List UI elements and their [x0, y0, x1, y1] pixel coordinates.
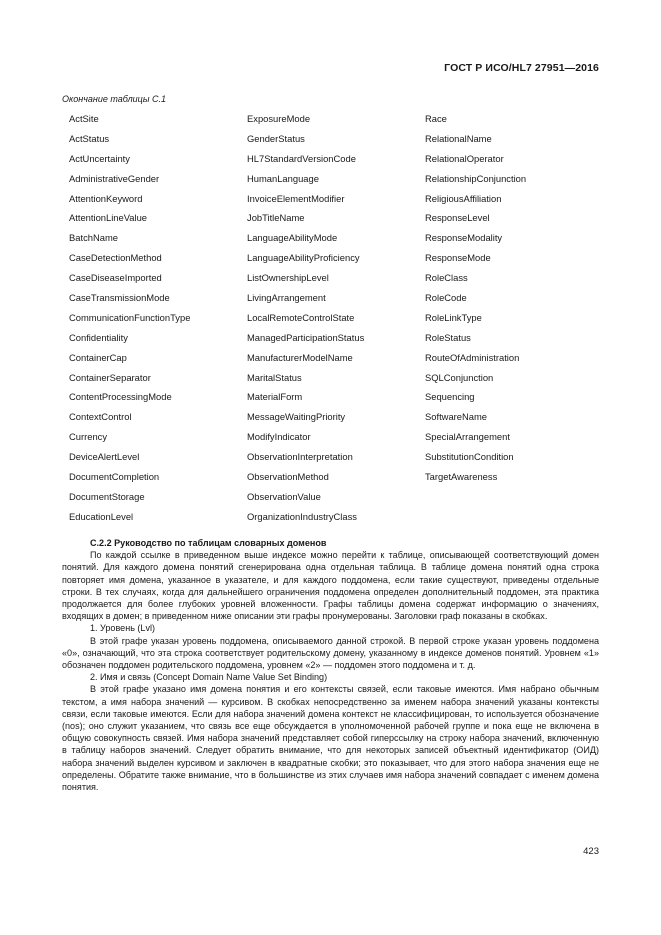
domain-name: RoleCode: [425, 292, 467, 304]
section-heading: С.2.2 Руководство по таблицам словарных доменов: [90, 538, 327, 548]
domain-name: HL7StandardVersionCode: [247, 152, 356, 164]
domain-name: AttentionKeyword: [69, 192, 143, 204]
domain-name: EducationLevel: [69, 510, 134, 522]
domain-name: ExposureMode: [247, 113, 311, 124]
domain-name: ContainerSeparator: [69, 371, 151, 383]
domain-name: ActSite: [69, 113, 99, 124]
list-item-level: 1. Уровень (Lvl): [90, 623, 156, 634]
domain-name: CaseTransmissionMode: [69, 292, 170, 304]
domain-column-1: [69, 113, 190, 531]
document-header: ГОСТ Р ИСО/HL7 27951—2016: [444, 62, 599, 74]
paragraph: В этой графе указан уровень поддомена, описываемого данной строкой. В первой строке указан уровень поддомена «0», означающий, что эта строка соответствует родительскому домену, указанному в индексе доменов понятий. Уровнем «1» обозначен поддомен родительского поддомена, уровнем «2» — поддомен этого поддомена и т. д.: [62, 635, 599, 671]
domain-name: OrganizationIndustryClass: [247, 510, 357, 522]
domain-name: Race: [425, 113, 447, 124]
domain-name: AttentionLineValue: [69, 212, 148, 224]
domain-name: LocalRemoteControlState: [247, 311, 355, 323]
domain-name: RoleStatus: [425, 331, 471, 343]
domain-name: ReligiousAffiliation: [425, 192, 502, 204]
domain-name: GenderStatus: [247, 132, 305, 144]
domain-name: RelationshipConjunction: [425, 172, 527, 184]
page-number: 423: [583, 846, 599, 857]
domain-name: LanguageAbilityProficiency: [247, 252, 360, 264]
domain-name: SubstitutionCondition: [425, 451, 514, 463]
domain-name: ContainerCap: [69, 351, 127, 363]
domain-column-2: [247, 113, 364, 531]
domain-name: AdministrativeGender: [69, 172, 160, 184]
domain-name: LanguageAbilityMode: [247, 232, 338, 244]
domain-name: ContentProcessingMode: [69, 391, 172, 403]
domain-name: SQLConjunction: [425, 371, 494, 383]
domain-name: RelationalName: [425, 132, 492, 144]
table-caption: Окончание таблицы С.1: [62, 94, 166, 104]
domain-name: CaseDiseaseImported: [69, 272, 162, 284]
domain-name: MaritalStatus: [247, 371, 302, 383]
domain-name: JobTitleName: [247, 212, 305, 224]
paragraph: По каждой ссылке в приведенном выше индексе можно перейти к таблице, описывающей соответствующий домен понятий. Для каждого домена понятий сгенерирована одна отдельная таблица. В таблице домена понятий одна строка повторяет имя домена, указанное в указателе, и для каждого поддомена, если такие существуют, приведены отдельные строки. В тех случаях, когда для дальнейшего ограничения поддомена определен дополнительный поддомен, эта практика продолжается для более глубоких уровней вложенности. Графы таблицы домена содержат информацию о значениях, входящих в домен; в приведенном ниже описании эти графы пронумерованы. Заголовки граф показаны в скобках.: [62, 550, 599, 622]
domain-name: LivingArrangement: [247, 292, 326, 304]
domain-name: RoleLinkType: [425, 311, 482, 323]
domain-name: ActUncertainty: [69, 152, 130, 164]
domain-name: DeviceAlertLevel: [69, 451, 140, 463]
domain-name: ListOwnershipLevel: [247, 272, 329, 284]
domain-name: TargetAwareness: [425, 471, 498, 483]
domain-name: DocumentStorage: [69, 490, 145, 502]
domain-name: ResponseModality: [425, 232, 503, 244]
domain-name: ObservationInterpretation: [247, 451, 353, 463]
list-item-name-binding: 2. Имя и связь (Concept Domain Name Value Set Binding): [90, 672, 328, 683]
domain-name: ModifyIndicator: [247, 431, 311, 443]
domain-name: Confidentiality: [69, 331, 128, 343]
section-body: [62, 537, 599, 793]
domain-name: Sequencing: [425, 391, 475, 403]
domain-name: InvoiceElementModifier: [247, 192, 345, 204]
domain-name: ResponseMode: [425, 252, 491, 264]
domain-name: RouteOfAdministration: [425, 351, 520, 363]
domain-name: RoleClass: [425, 272, 468, 284]
domain-name: Currency: [69, 431, 108, 443]
domain-name: ResponseLevel: [425, 212, 490, 224]
paragraph: В этой графе указано имя домена понятия и его контексты связей, если таковые имеются. Имя набрано обычным текстом, а имя набора значений — курсивом. В скобках непосредственно за именем набора значений указаны контексты связи, если таковые имеются. Если для набора значений домена контекст не классифицирован, то используется обозначение (nos); оно служит указанием, что связь все еще обсуждается в уполномоченной рабочей группе и пока еще не включена в общую совокупность связей. Имя набора значений представляет собой гиперссылку на строку набора значений, включенную в таблицу наборов значений. Следует обратить внимание, что для некоторых записей объектный идентификатор (ОИД) набора значений выделен курсивом и заключен в квадратные скобки; это показывает, что для этого набора значения еще не определены. Обратите также внимание, что в большинстве из этих случаев имя набора значений совпадает с именем домена понятия.: [62, 684, 599, 793]
domain-name: RelationalOperator: [425, 152, 504, 164]
domain-name: MaterialForm: [247, 391, 303, 403]
domain-name: DocumentCompletion: [69, 471, 160, 483]
domain-name: ObservationMethod: [247, 471, 329, 483]
domain-name: BatchName: [69, 232, 118, 244]
domain-name: ObservationValue: [247, 490, 321, 502]
domain-name: ManufacturerModelName: [247, 351, 353, 363]
domain-name: ActStatus: [69, 132, 110, 144]
domain-name: ManagedParticipationStatus: [247, 331, 365, 343]
domain-name: CaseDetectionMethod: [69, 252, 162, 264]
domain-name: MessageWaitingPriority: [247, 411, 346, 423]
domain-name: HumanLanguage: [247, 172, 319, 184]
domain-name: ContextControl: [69, 411, 132, 423]
domain-name: CommunicationFunctionType: [69, 311, 191, 323]
domain-name: SoftwareName: [425, 411, 488, 423]
domain-name: SpecialArrangement: [425, 431, 510, 443]
domain-column-3: [425, 113, 526, 491]
